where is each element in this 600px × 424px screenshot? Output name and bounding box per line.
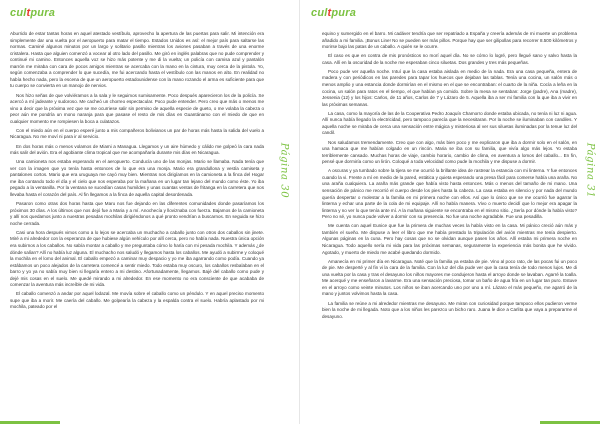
page-number-left: Página 30 <box>278 142 290 198</box>
paragraph: Nos saludamos tremendamente. Creo que con algo, más bien poco y me explicaron que iba a dormir solo en el salón, en una hamaca que me habían colgado en un rincón. Maria se iba con su familia, que vivía algo más lejos. Yo estaba terriblemente cansado. Muchas horas de viaje, cambio horario, cambio de clima, en aventura a lomos del caballo... En fin, pensé que dormiría como un lirón. Coloqué a toda velocidad como pude la mochila y me dispuse a dormir. <box>322 139 577 165</box>
paragraph: El caso es que en contra de mis pronósticos no morí aquel día. No se cómo lo logré, pero llegué sano y salvo hasta la casa. Allí en la oscuridad de la noche me esperaban cinco siluetas. Dos grandes y tres más pequeñas. <box>322 53 577 65</box>
paragraph: Pasaron como otras dos horas hasta que Maru nos fue dejando en las diferentes comunidades donde pasaríamos los próximos 30 días. A los últimos que nos dejó fue a Maria y a mí. Anochecía y lloviznaba con fuerza. Bajamos de la camioneta y allí nos quedamos junto a nuestras pesadas mochilas dirigiéndonos a qué pronto vendrían a buscarnos. En seguida se hizo noche cerrada. <box>10 201 264 226</box>
paragraph: equino y sumergido en el barro. Mi cadáver tendría que ser repatriado a España y creería además de mi muerte un problema añadido a mi familia. ¡Bonus Line! No se pueden ser más pillos. Porque hay que ser gilipollas para recorrer 8.500 kilómetros y morirse bajo las patas de un caballo. A quién se le ocurre. <box>322 31 577 50</box>
paragraph: Nos hizo señas de que volviéramos a la sala y le seguimos sumisamente. Poco después aparecieron los de la policía. Se acercó a mí jadeante y sudoroso. Me cacheó un chorreo espectacular. Poco pude entender. Pero creo que más o menos me vino a decir que la próxima vez que se me ocurriese salir sin permiso de aquella especie de gueto, o me volaba la cabeza o peor aún me pondría un mono naranja para que pasase el resto de mis días en Guantánamo con el miedo de que en cualquier momento me rompiesen la boca a culatazos. <box>10 92 264 124</box>
paragraph: Aburrido de estar tantas horas en aquel atestado vestíbulo, aprovecho la apertura de las puertas para salir. Mi intención era simplemente dar una vuelta por el aeropuerto para matar el tiempo. Estados Unidos es así: el mejor país para saltarse las normas. Caminé algunos minutos por un largo y solitario pasillo mientras los aviones pasaban a través de una enorme cristalera. Hasta que alguien comenzó a vocear al otro lado del pasillo. Me giró en inglés palabras que no pude comprender y continué mi camino. Entonces aquella voz se hizo más potente y me di la vuelta; un policía con camisa azul y pantalón marrón me miraba con cara de pocos amigos mientras se acercaba con la mano en la cintura, muy cerca de la pistola. Yo, según comenzaba a comprender lo que sucedía, me fui acercando hasta el vestíbulo con las manos en alto. En realidad no había hecho nada, pero la escena de que un aeropuerto estadounidense con la mano rozando el arma es suficiente para que tu cuerpo se convierta en un manojo de nervios. <box>10 31 264 89</box>
brand-logo: cultpura <box>311 7 357 19</box>
paragraph: La familia se reúne a mi alrededor mientras me desayuno. Me miran con curiosidad porque tampoco ellos pudieron verme bien la noche de mi llegada. Noto que a los niños les parezco un bicho raro. Juana le dice a Carlita que vaya a prepararme el desayuno. <box>322 300 577 319</box>
paragraph: Una camioneta nos estaba esperando en el aeropuerto. Conducía uno de las monjas. Mario se llamaba. Nada tenía que ver con la imagen que yo tenía hasta entonces de lo que era una monja. Mario era grandullona y vestía camiseta y pantalones cortos. Mario que era uruguaya me cayó muy bien. Mientras nos dirigíamos en la camioneta a la finca del Hogar me iba contando todo el día y el cielo que nos esperaba por la mañana en un lugar tan lejano del mundo como éste. Yo iba pegado a la ventanilla. Por la ventana se sucedían casas humildes y unas cuantas ventas de fritanga en la carretera que nos llevaba hasta el corazón del país. Al fin llegamos a la finca de aquella capital desordenada. <box>10 159 264 197</box>
left-text-column <box>10 31 264 314</box>
logo-mark-icon: t <box>327 7 332 19</box>
brand-logo: cultpura <box>10 7 56 19</box>
logo-mark-icon: t <box>26 7 31 19</box>
paragraph: Amanecía en mi primer día en Nicaragua. Noté que la familia ya estaba de pie. Vino al poco rato, de las pocas fui un poco de pie. Me desperté y al fin vi la cara de la familia. Con la luz del día pude ver que la casa tenía de todo menos lujos. Me di una vuelta por la casa y tras el desayuno los niños mayores me condujeron hasta el arroyo donde se lavaban. Agarré la toalla. Me acerqué y me enseñaron a lavarme. Era una sensación preciosa, tomar un baño de agua fría en un lugar tan puro. Estuve en el arroyo como veinte minutos. Los niños se iban acercando uno por uno a mí. Lázaro el más pequeño, me agarró de la mano y juntos volvimos hasta la casa. <box>322 258 577 297</box>
paragraph: El caballo comenzó a andar por aquel lodazal. Me movía sobre el caballo como un péndulo. Y en aquel preciso momento supe que iba a morir. Me caería del caballo. Me golpearía la cabeza y la espalda contra el suelo. Habría aplastado por mi mochila, pateado por el <box>10 291 264 310</box>
paragraph: En dos horas más o menos volamos de Miami a Managua. Llegamos y un aire húmedo y cálido me golpeó la cara nada más salir del avión. Era el agobiante clima tropical que me acompañaría durante mis días en Nicaragua. <box>10 143 264 156</box>
paragraph: Me cuenta con aquel Eunice que fue la primera de muchas veces la había visto en la casa. Mi pánico creció aún más y también el sueño. Me dispuse a leer el libro que me había prestado la tripulación del avión mientras me tenía despierto. Algunas páginas en la cuna. Pero hay cosas que no se olvidan aunque pasen los años. Allí estaba mi primera noche en Nicaragua. Todo aquello sería mi vida para las próximas semanas, seguramente la experiencia más bonita que he vivido. Agotado, y muerto de miedo me acabé quedando dormido. <box>322 223 577 255</box>
right-text-column <box>322 31 577 323</box>
paragraph: Con el miedo aún en el cuerpo esperé junto a mis compañeros bolivianos un par de horas más hasta la salida del vuelo a Nicaragua. No me moví ni para ir al servicio. <box>10 127 264 140</box>
right-page <box>300 0 600 424</box>
page-number-right: Página 31 <box>584 142 596 198</box>
paragraph: Poco pude ver aquella noche. Intuí que la casa estaba aislada en medio de la nada. Era una casa pequeña, entera de madera y con periódicos en las paredes para tapar los huecos que dejaban las tablas. Tenía una cocina, un salón más o menos amplio y una estancia donde dormirían en el mismo en el que se encontraban: el cuarto de la niña. Cocía a leña en la cocina, un salón para ratos en el tiempo, el que habían ya comido. Sobre la mesa se sentaban: Jorge (padre), Ana (madre), Jessenia (12) y los hijos: Carlos, de 11 años, Carlos de 7 y Lázaro de 5. Aquella iba a ser mi familia con la que iba a vivir en las próximas semanas. <box>322 68 577 107</box>
paragraph: Casi una hora después vimos como a lo lejos se acercaba un muchacho a caballo junto con otros dos caballos sin jinete. Miré a mi alrededor con la esperanza de que hubiese algún vehículo por allí cerca, pero no había nada. Nuestra única opción era subirnos a los caballos. No sabía montar a caballo y me preguntaba cómo lo haría con mi pesada mochila. Y además ¿de dónde salían? Allí no había luz alguna. El muchacho nos saludó y llegamos hasta los caballos. Me ayudó a subirme y coloqué la mochila en el lomo del animal. El caballo empezó a caminar muy despacio y yo me iba agarrando como podía. Cuando ya estábamos un poco alejados de la carretera comencé a sentir miedo. Todo estaba muy oscuro, los caballos resbalaban en el barro y yo ya no sabía muy bien si llegaría entero a mi destino. Afortunadamente, llegamos. Bajé del caballo como pude y dejé mis cosas en el suelo. Me quedé mirando a mi alrededor. En ese momento no era consciente de que acababa de comenzar la aventura más increíble de mi vida. <box>10 229 264 288</box>
paragraph: A oscuras y ya tumbado sobre la tijera se me ocurrió la brillante idea de rastrear la estancia con mi linterna. Y fue entonces cuando la vi. Frente a mí en medio de la pared, estática y quieta esperando una presa fácil para comerse había una araña. No una araña cualquiera. La araña más grande que había visto hasta entonces. Más o menos del tamaño de mi mano. Una sensación de pánico me recorrió el cuerpo desde los pies hasta la cabeza. La casa estaba en silencio y por nada del mundo quería despertar o molestar a la familia en mi primera noche con ellos. Así que lo único que se me ocurrió fue agarrar la linterna y echar una parte de la cola de mi equipaje. Allí no había manera. Vivo o muerto decidí que lo mejor era apagar la linterna y no ver lo que tenía ante mí. A la mañana siguiente se encontraba en el mismo sitio. ¿Sería por dónde la había visto? Pero no sé, yo nunca pude volver a dormir con su presencia. No fue una noche agradable. Fue una pesadilla. <box>322 168 577 220</box>
paragraph: La casa, como la mayoría de las de la Cooperativa Pedro Joaquín Chamorro donde estaba ubicada, no tenía ni luz ni agua. Allí nunca había llegado la electricidad, pero tampoco parecía que la necesitaran. Por la noche se iluminaban con candiles. Y aquella noche se miraba de cerca una sensación entre mágica y misteriosa al ver sus siluetas iluminadas por la tenue luz del candil. <box>322 110 577 136</box>
